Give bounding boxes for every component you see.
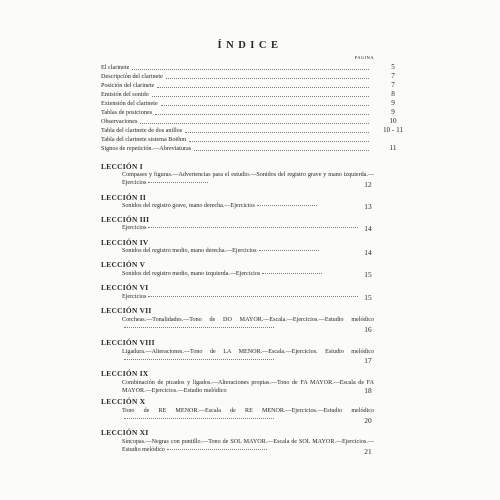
entry-page: 5 [391, 63, 395, 71]
lesson-page: 13 [364, 202, 372, 211]
toc-entry[interactable] [101, 107, 395, 116]
entry-page: 9 [391, 99, 395, 107]
entry-page: 10 [389, 117, 397, 125]
lesson-description: Ejercicios [122, 225, 374, 233]
lesson-page: 15 [364, 270, 372, 279]
toc-entry[interactable] [101, 71, 395, 80]
lesson-heading[interactable]: LECCIÓN VI [101, 283, 149, 292]
toc-entry[interactable] [101, 89, 395, 98]
dot-leader [148, 182, 208, 183]
lesson-page: 16 [364, 325, 372, 334]
entry-page: 8 [391, 90, 395, 98]
lesson-description: Sonidos del registro medio, mano derecha.—Ejercicios [122, 248, 374, 256]
lesson-description: Ligadura.—Alteraciones.—Tono de LA MENOR.—Escala.—Ejercicios. Estudio melódico [122, 349, 374, 364]
lesson-page: 14 [364, 248, 372, 257]
dot-leader [124, 359, 274, 360]
page-title: ÍNDICE [217, 40, 283, 51]
lesson-description: Síncopas.—Negras con puntillo.—Tono de SOL MAYOR.—Escala de SOL MAYOR.—Ejercicios.—Estudio melódico [122, 439, 374, 453]
entry-label: El clarinete [101, 64, 130, 71]
entry-label: Posición del clarinete [101, 82, 155, 89]
dot-leader [167, 449, 267, 450]
toc-entry[interactable] [101, 98, 395, 107]
lesson-description: Tono de RE MENOR.—Escala de RE MENOR.—Ejercicios.—Estudio melódico [122, 408, 374, 423]
lesson-page: 21 [364, 447, 372, 456]
lesson-page: 12 [364, 180, 372, 189]
dot-leader [148, 296, 358, 297]
lesson-description: Combinación de picados y ligados.—Alteraciones propias.—Tono de FA MAYOR.—Escala de FA MAYOR.—Ejercicios.—Estudio melódico [122, 380, 374, 394]
entry-label: Tablas de posiciones [101, 109, 153, 116]
dot-leader [152, 96, 369, 97]
dot-leader [259, 250, 319, 251]
dot-leader [166, 78, 369, 79]
dot-leader [155, 114, 369, 115]
lesson-heading[interactable]: LECCIÓN IV [101, 238, 149, 247]
dot-leader [185, 132, 369, 133]
lesson-page: 15 [364, 293, 372, 302]
dot-leader [124, 327, 274, 328]
page-column-header: PAGINA [354, 55, 374, 60]
dot-leader [148, 227, 358, 228]
dot-leader [161, 105, 369, 106]
toc-entry[interactable] [101, 143, 397, 152]
dot-leader [124, 418, 274, 419]
entry-label: Extensión del clarinete [101, 100, 158, 107]
entry-page: 11 [389, 144, 397, 152]
entry-page: 7 [391, 81, 395, 89]
lesson-description: Corcheas.—Tonalidades.—Tono de DO MAYOR.—Escala.—Ejercicios.—Estudio melódico [122, 317, 374, 332]
entry-page: 9 [391, 108, 395, 116]
toc-entry[interactable] [101, 116, 397, 125]
entry-label: Observaciones [101, 118, 138, 125]
entry-page: 7 [391, 72, 395, 80]
lesson-heading[interactable]: LECCIÓN XI [101, 428, 149, 437]
lesson-heading[interactable]: LECCIÓN VII [101, 306, 152, 315]
entry-page: 10 - 11 [382, 126, 404, 134]
lesson-heading[interactable]: LECCIÓN I [101, 162, 143, 171]
dot-leader [132, 69, 369, 70]
dot-leader [189, 141, 369, 142]
dot-leader [157, 87, 369, 88]
dot-leader [262, 273, 322, 274]
entry-label: Emisión del sonido [101, 91, 149, 98]
entry-label: Descripción del clarinete [101, 73, 163, 80]
entry-label: Tabla del clarinete sistema Boëhm [101, 136, 187, 143]
toc-entry[interactable] [101, 80, 395, 89]
entry-label: Tabla del clarinete de dos anillos [101, 127, 183, 134]
lesson-description: Sonidos del registro medio, mano izquierda.—Ejercicios [122, 271, 374, 279]
entry-label: Signos de repetición.—Abreviaturas [101, 145, 192, 152]
lesson-heading[interactable]: LECCIÓN VIII [101, 338, 155, 347]
lesson-page: 14 [364, 224, 372, 233]
lesson-heading[interactable]: LECCIÓN V [101, 260, 146, 269]
lesson-heading[interactable]: LECCIÓN II [101, 193, 147, 202]
lesson-heading[interactable]: LECCIÓN X [101, 397, 146, 406]
toc-entry[interactable] [101, 62, 395, 71]
dot-leader [194, 150, 369, 151]
lesson-description: Sonidos del registro grave, mano derecha.—Ejercicios [122, 203, 374, 211]
lesson-page: 18 [364, 386, 372, 395]
lesson-heading[interactable]: LECCIÓN III [101, 215, 150, 224]
toc-entry[interactable] [101, 125, 404, 134]
lesson-page: 17 [364, 356, 372, 365]
dot-leader [140, 123, 369, 124]
lesson-description: Compases y figuras.—Advertencias para el estudio.—Sonidos del registro grave y mano izquierda.—Ejercicios [122, 172, 374, 186]
lesson-page: 20 [364, 416, 372, 425]
toc-entry[interactable] [101, 134, 371, 143]
lesson-description: Ejercicios [122, 294, 374, 302]
dot-leader [257, 205, 317, 206]
lesson-heading[interactable]: LECCIÓN IX [101, 369, 149, 378]
